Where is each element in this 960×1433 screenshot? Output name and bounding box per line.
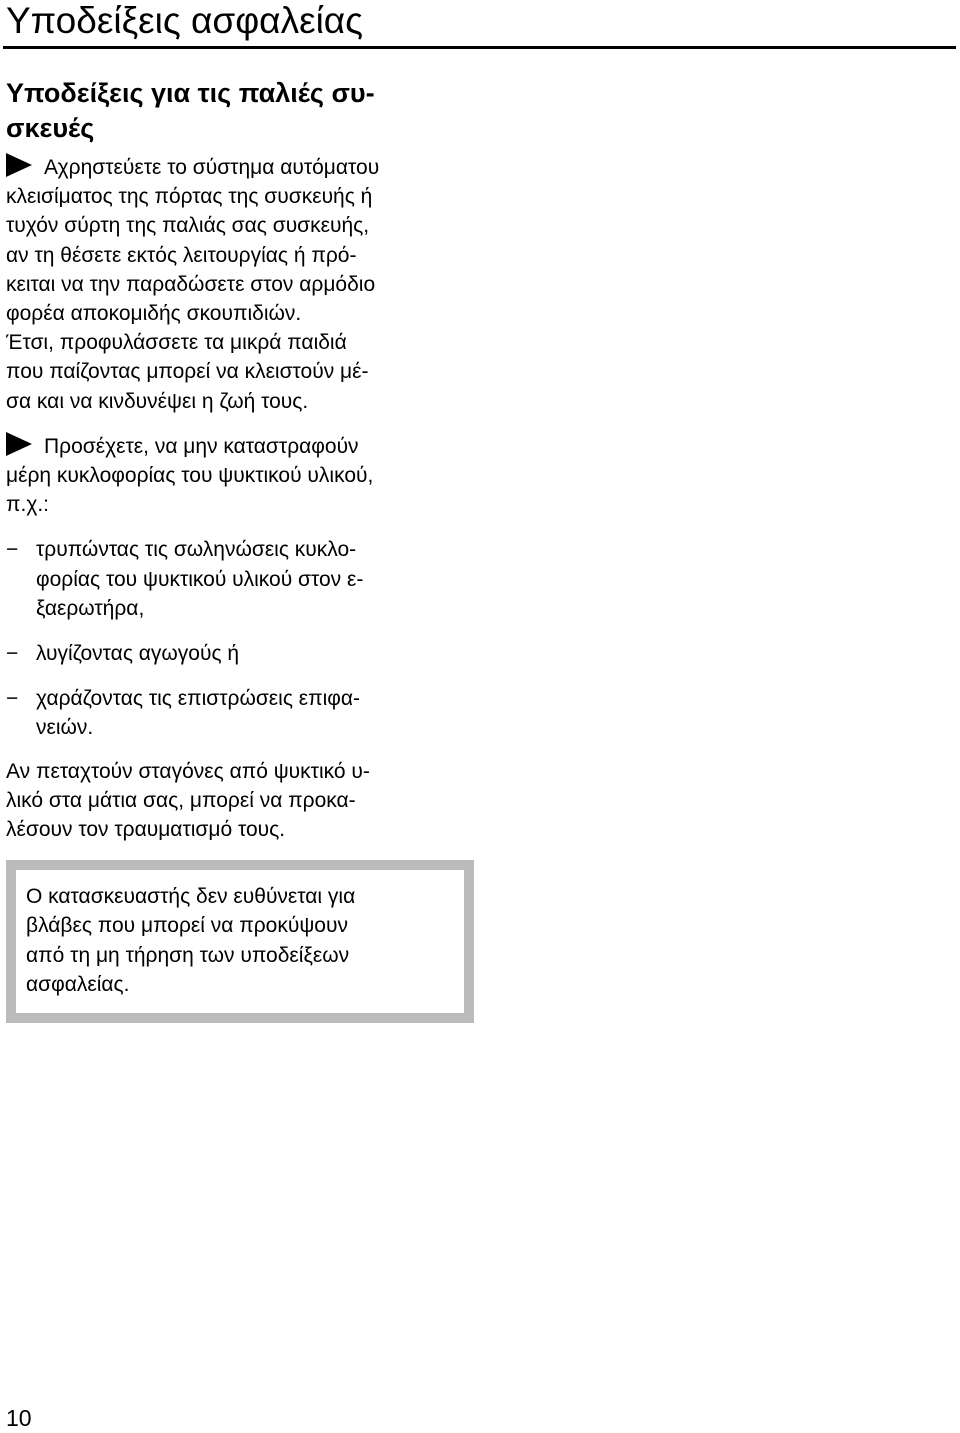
- warning-paragraph: Αν πεταχτούν σταγόνες από ψυκτικό υ- λικό στα μάτια σας, μπορεί να προκα- λέσουν τον τραυματισμό τους.: [6, 759, 370, 842]
- list-item: [6, 684, 466, 742]
- page-number: 10: [6, 1405, 32, 1431]
- page-title: Υποδείξεις ασφαλείας: [6, 0, 364, 41]
- damage-examples-list: [6, 535, 466, 742]
- section-heading: Υποδείξεις για τις παλιές συ- σκευές: [6, 78, 375, 143]
- triangle-right-icon: [6, 153, 32, 177]
- dash-marker: −: [6, 538, 19, 562]
- instruction-paragraph-1: [6, 153, 466, 416]
- list-item: [6, 535, 466, 623]
- content-column: [6, 76, 466, 1023]
- instruction-text-2: Προσέχετε, να μην καταστραφούν μέρη κυκλοφορίας του ψυκτικού υλικού, π.χ.:: [6, 434, 374, 517]
- instruction-paragraph-2: [6, 432, 466, 520]
- instruction-text-1: Αχρηστεύετε το σύστημα αυτόματου κλεισίματος της πόρτας της συσκευής ή τυχόν σύρτη της παλιάς σας συσκευής, αν τη θέσετε εκτός λειτουργίας ή πρό- κειται να την παραδώσετε στον αρμόδιο φορέα αποκομιδής σκουπιδιών. Έτσι, προφυλάσσετε τα μικρά παιδιά που παίζοντας μπορεί να κλειστούν μέ- σα και να κινδυνέψει η ζωή τους.: [6, 156, 380, 413]
- dash-marker: −: [6, 642, 19, 666]
- list-item-text: λυγίζοντας αγωγούς ή: [36, 642, 240, 666]
- title-divider: [3, 46, 956, 49]
- liability-notice-box: Ο κατασκευαστής δεν ευθύνεται για βλάβες που μπορεί να προκύψουν από τη μη τήρηση των υποδείξεων ασφαλείας.: [6, 860, 474, 1023]
- dash-marker: −: [6, 687, 19, 711]
- list-item-text: χαράζοντας τις επιστρώσεις επιφα- νειών.: [36, 687, 361, 740]
- list-item: [6, 639, 466, 668]
- list-item-text: τρυπώντας τις σωληνώσεις κυκλο- φορίας του ψυκτικού υλικού στον ε- ξαερωτήρα,: [36, 538, 364, 620]
- triangle-right-icon: [6, 432, 32, 456]
